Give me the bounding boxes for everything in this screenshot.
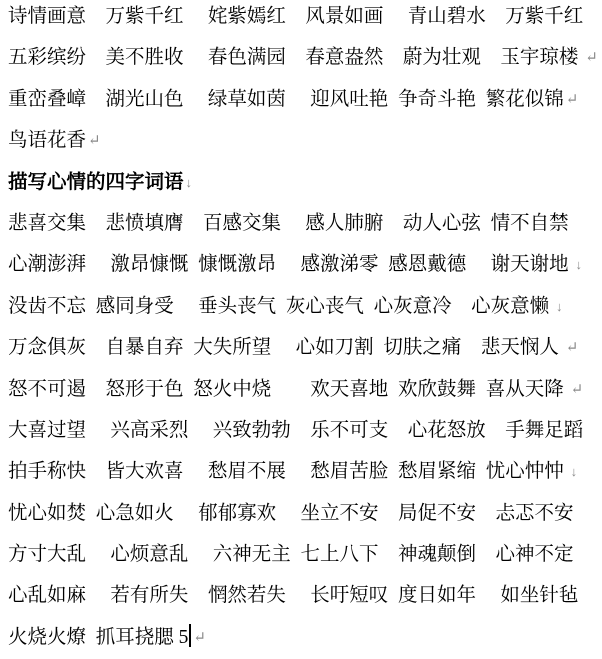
idiom-line-text: 忧心如焚 心急如火 郁郁寡欢 坐立不安 局促不安 忐忑不安 bbox=[8, 502, 574, 524]
idiom-line[interactable] bbox=[8, 203, 598, 244]
idiom-line[interactable] bbox=[8, 37, 598, 78]
idiom-line-text: 心乱如麻 若有所失 惘然若失 长吁短叹 度日如年 如坐针毡 bbox=[8, 585, 579, 607]
idiom-line[interactable] bbox=[8, 575, 598, 616]
idiom-line[interactable] bbox=[8, 410, 598, 451]
idiom-line-text: 重峦叠嶂 湖光山色 绿草如茵 迎风吐艳 争奇斗艳 繁花似锦 bbox=[8, 88, 564, 110]
idiom-line[interactable] bbox=[8, 617, 598, 658]
idiom-line-text: 心潮澎湃 激昂慷慨 慷慨激昂 感激涕零 感恩戴德 谢天谢地 bbox=[8, 254, 574, 276]
line-break-mark-icon: ↓ bbox=[185, 174, 193, 190]
line-break-mark-icon: ↓ bbox=[570, 464, 578, 480]
idiom-line[interactable] bbox=[8, 120, 598, 161]
paragraph-mark-icon: ↵ bbox=[88, 133, 101, 150]
idiom-line[interactable] bbox=[8, 0, 598, 37]
idiom-line-text: 没齿不忘 感同身受 垂头丧气 灰心丧气 心灰意冷 心灰意懒 bbox=[8, 295, 555, 317]
idiom-line[interactable] bbox=[8, 369, 598, 410]
idiom-line[interactable] bbox=[8, 534, 598, 575]
idiom-line-text: 火烧火燎 抓耳挠腮 5 bbox=[8, 626, 189, 648]
idiom-line[interactable] bbox=[8, 286, 598, 327]
idiom-line[interactable] bbox=[8, 79, 598, 120]
idiom-line[interactable] bbox=[8, 244, 598, 285]
text-cursor bbox=[189, 624, 191, 647]
idiom-line-text: 大喜过望 兴高采烈 兴致勃勃 乐不可支 心花怒放 手舞足蹈 bbox=[8, 419, 584, 441]
paragraph-mark-icon: ↵ bbox=[585, 50, 598, 67]
heading-text: 描写心情的四字词语 bbox=[8, 171, 184, 193]
paragraph-mark-icon: ↵ bbox=[565, 91, 579, 108]
idiom-line-text: 五彩缤纷 美不胜收 春色满园 春意盎然 蔚为壮观 玉宇琼楼 bbox=[8, 47, 584, 69]
idiom-line-text: 诗情画意 万紫千红 姹紫嫣红 风景如画 青山碧水 万紫千红 bbox=[8, 6, 584, 27]
line-break-mark-icon: ↓ bbox=[575, 257, 583, 273]
idiom-line-text: 拍手称快 皆大欢喜 愁眉不展 愁眉苦脸 愁眉紧缩 忧心忡忡 bbox=[8, 461, 569, 483]
line-break-mark-icon: ↓ bbox=[556, 298, 563, 314]
paragraph-mark-icon: ↵ bbox=[565, 340, 579, 357]
idiom-line[interactable] bbox=[8, 451, 598, 492]
idiom-line[interactable] bbox=[8, 493, 598, 534]
idiom-line[interactable] bbox=[8, 327, 598, 368]
paragraph-mark-icon: ↵ bbox=[570, 381, 584, 398]
idiom-line-text: 怒不可遏 怒形于色 怒火中烧 欢天喜地 欢欣鼓舞 喜从天降 bbox=[8, 378, 569, 400]
idiom-line-text: 鸟语花香 bbox=[8, 130, 87, 152]
idiom-line-text: 方寸大乱 心烦意乱 六神无主 七上八下 神魂颠倒 心神不定 bbox=[8, 544, 574, 566]
paragraph-mark-icon: ↵ bbox=[193, 629, 206, 646]
idiom-line-text: 万念俱灰 自暴自弃 大失所望 心如刀割 切肤之痛 悲天悯人 bbox=[8, 337, 564, 359]
idiom-line-text: 悲喜交集 悲愤填膺 百感交集 感人肺腑 动人心弦 情不自禁 bbox=[8, 212, 569, 234]
section-heading[interactable] bbox=[8, 162, 598, 203]
